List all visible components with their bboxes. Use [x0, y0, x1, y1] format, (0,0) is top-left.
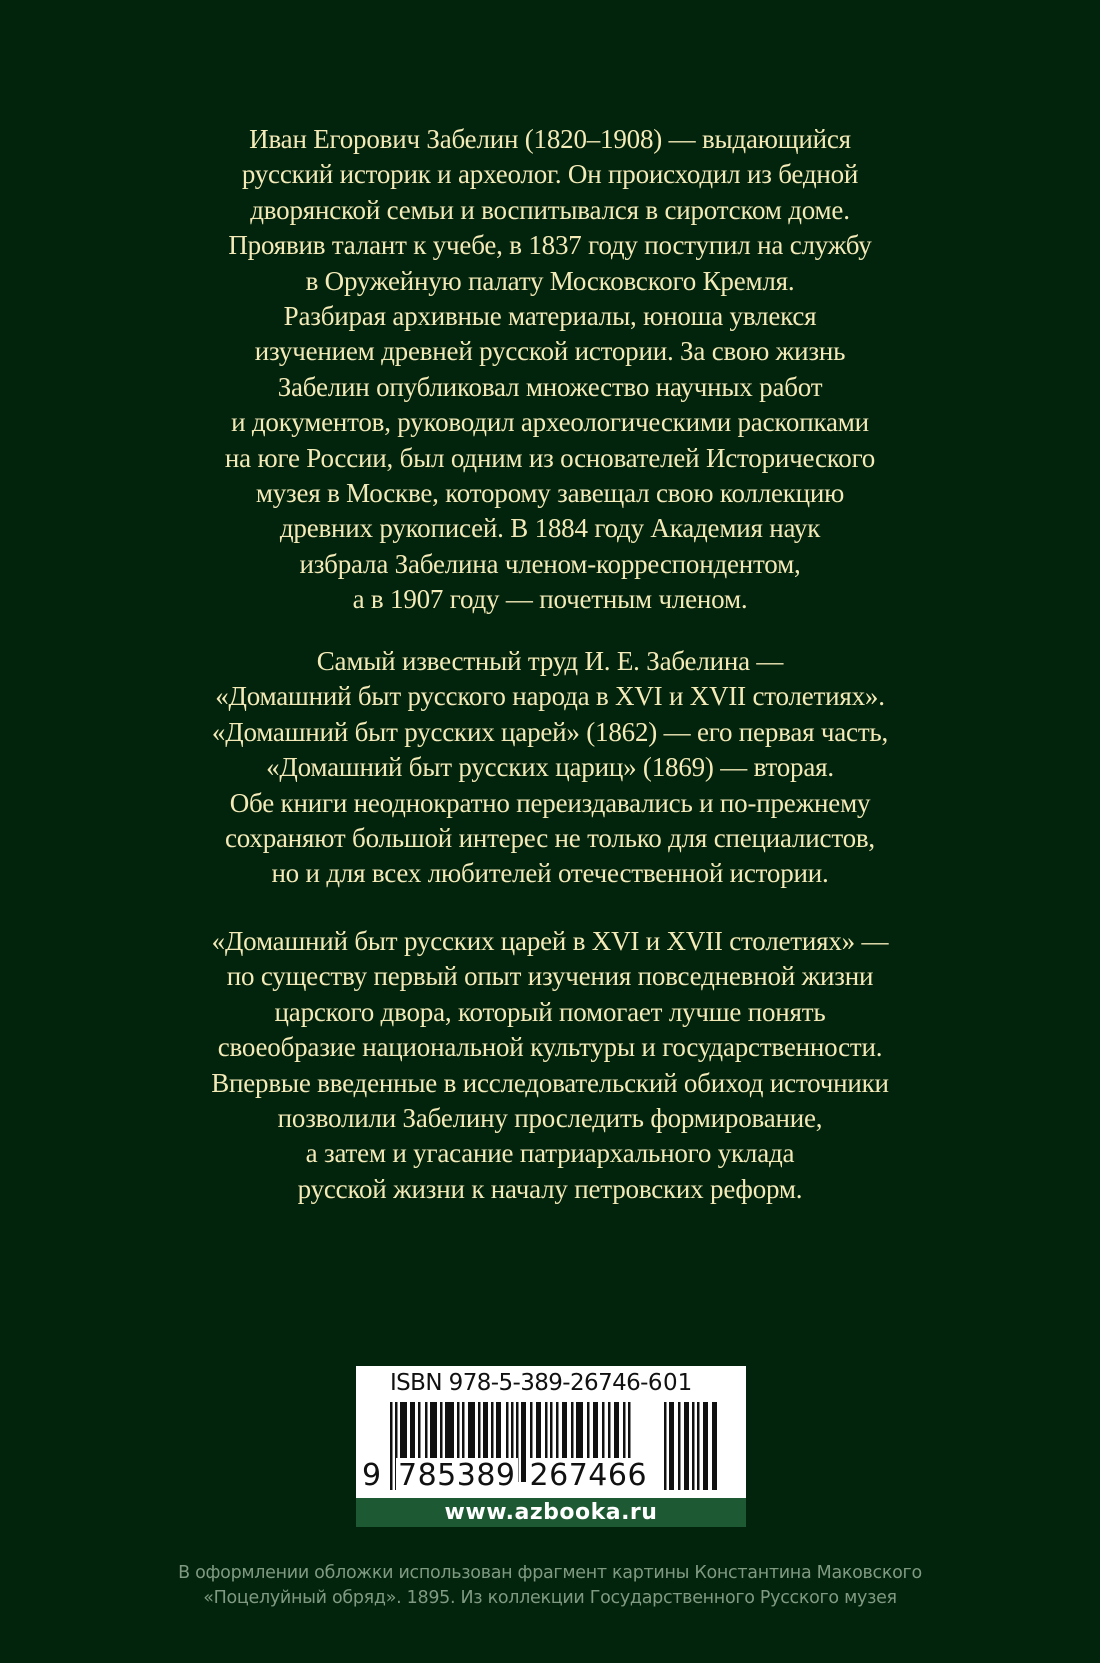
publisher-url: www.azbooka.ru — [356, 1498, 746, 1527]
text-line: Впервые введенные в исследовательский обиход источники — [211, 1067, 889, 1098]
text-line: древних рукописей. В 1884 году Академия наук — [279, 513, 821, 544]
isbn-label: ISBN 978-5-389-26746-6 — [390, 1370, 662, 1396]
text-line: музея в Москве, которому завещал свою коллекцию — [255, 478, 845, 509]
text-line: но и для всех любителей отечественной истории. — [271, 858, 829, 889]
ean-digits — [362, 1458, 649, 1493]
annotation-paragraph-significance — [0, 924, 1100, 1207]
text-line: русской жизни к началу петровских реформ. — [297, 1173, 803, 1204]
ean-first-digit: 9 — [362, 1458, 382, 1493]
ean-group-left: 785389 — [398, 1458, 516, 1493]
text-line: «Домашний быт русских цариц» (1869) — вторая. — [266, 752, 834, 783]
ean-group-right: 267466 — [529, 1458, 648, 1493]
text-line: Самый известный труд И. Е. Забелина — — [316, 646, 784, 676]
text-line: позволили Забелину проследить формирование, — [277, 1103, 823, 1134]
text-line: царского двора, который помогает лучше понять — [274, 996, 826, 1027]
text-line: своеобразие национальной культуры и государственности. — [217, 1032, 883, 1063]
text-line: Обе книги неоднократно переиздавались и по-прежнему — [229, 787, 871, 818]
text-line: изучением древней русской истории. За свою жизнь — [254, 336, 846, 367]
text-line: а в 1907 году — почетным членом. — [352, 584, 748, 615]
text-line: а затем и угасание патриархального уклада — [305, 1138, 795, 1169]
text-line: Проявив талант к учебе, в 1837 году поступил на службу — [228, 230, 872, 261]
barcode-addon-bars-icon — [664, 1402, 720, 1490]
text-line: Забелин опубликовал множество научных работ — [277, 371, 823, 402]
text-line: «Домашний быт русских царей» (1862) — его первая часть, — [211, 716, 889, 747]
isbn-addon-label: 01 — [663, 1370, 693, 1396]
text-line: «Домашний быт русских царей в XVI и XVII столетиях» — — [211, 926, 889, 956]
isbn-barcode — [356, 1366, 746, 1527]
text-line: Иван Егорович Забелин (1820–1908) — выдающийся — [249, 124, 851, 154]
text-line: русский историк и археолог. Он происходил из бедной — [241, 159, 859, 190]
annotation-paragraph-biography — [0, 122, 1100, 618]
text-line: на юге России, был одним из основателей Исторического — [224, 442, 876, 473]
text-line: сохраняют большой интерес не только для специалистов, — [225, 823, 875, 854]
text-line: Разбирая архивные материалы, юноша увлекся — [283, 301, 817, 332]
text-line: по существу первый опыт изучения повседневной жизни — [226, 961, 874, 992]
text-line: и документов, руководил археологическими раскопками — [231, 407, 869, 438]
credits-line: В оформлении обложки использован фрагмент картины Константина Маковского — [178, 1563, 922, 1583]
annotation-paragraph-works — [0, 644, 1100, 892]
text-line: в Оружейную палату Московского Кремля. — [305, 265, 795, 296]
text-line: избрала Забелина членом-корреспондентом, — [299, 548, 801, 579]
text-line: «Домашний быт русского народа в XVI и XVII столетиях». — [215, 681, 885, 712]
credits-line: «Поцелуйный обряд». 1895. Из коллекции Государственного Русского музея — [203, 1588, 897, 1608]
cover-art-credits — [0, 1561, 1100, 1611]
text-line: дворянской семьи и воспитывался в сиротском доме. — [250, 194, 850, 225]
